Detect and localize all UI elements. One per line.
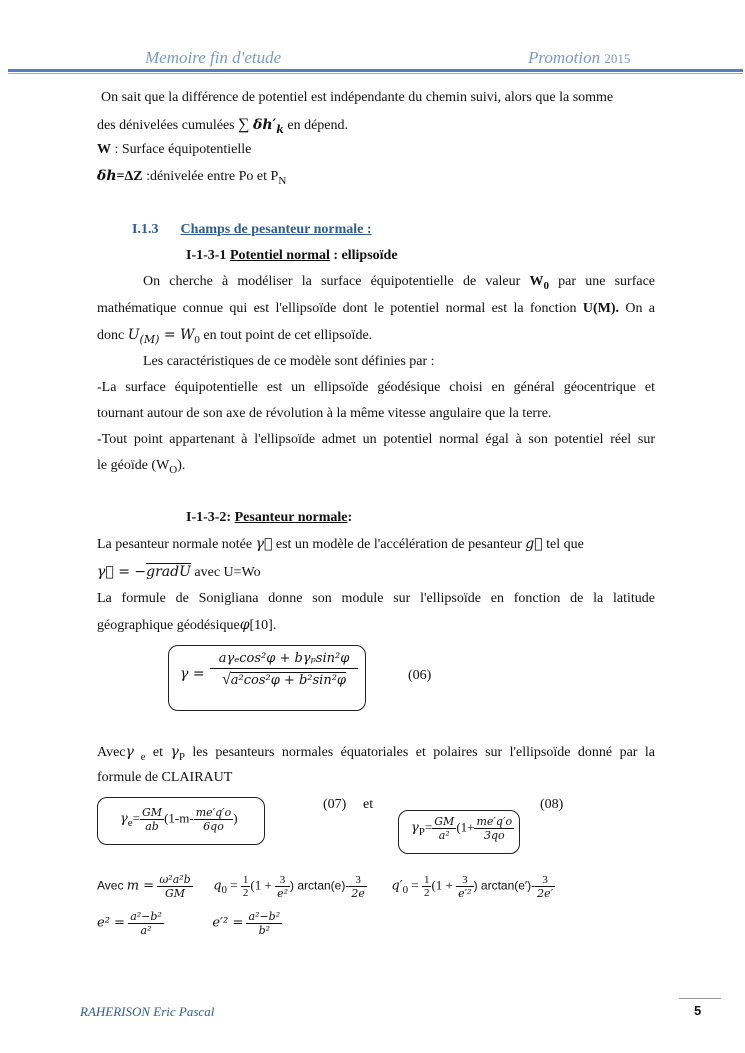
defs-line2: [97, 910, 282, 937]
p2-line2: [97, 301, 655, 317]
p1-line2: [97, 116, 348, 136]
eq07-sub: e: [127, 817, 133, 830]
eq07-content: [120, 806, 238, 833]
u-sub: (M): [139, 332, 160, 346]
p2-l3b: en tout point de cet ellipsoïde.: [199, 328, 373, 343]
eq07-f2-den: 6qo: [203, 820, 224, 833]
section-heading: [132, 222, 372, 238]
q0-t-num: 3: [349, 874, 367, 887]
p1-line3: [97, 142, 251, 158]
p4-line1: [97, 536, 584, 553]
p3-line5: [97, 458, 185, 476]
sub2-rest: :: [347, 510, 353, 525]
q0-tail: ) arctan(e)-: [289, 878, 350, 893]
header-title: Memoire fin d'etude: [145, 48, 282, 67]
eq08-sub: P: [418, 826, 425, 839]
q0p-paren: (1 +: [431, 877, 453, 893]
q0-half: [241, 874, 251, 899]
dh-prime-sub: k: [276, 122, 284, 136]
sub1-title: Potentiel normal: [229, 248, 330, 263]
u-eq-sub: 0: [194, 333, 200, 346]
q0-t-den: 2e: [351, 886, 365, 900]
gamma-eq: γ⃗ = −: [97, 564, 147, 580]
m-lhs: m =: [126, 878, 155, 894]
p1-line2-a: des dénivelées cumulées: [97, 118, 239, 133]
p1-line2-b: en dépend.: [283, 118, 349, 133]
q0p-frac: [456, 874, 473, 900]
phi: φ: [239, 617, 250, 633]
eq07-frac2: [194, 806, 234, 833]
dh-symbol: δh: [97, 168, 117, 184]
q0p-half-num: 1: [423, 874, 430, 886]
sub2-number: I-1-3-2:: [186, 510, 235, 525]
eq-et: et: [363, 797, 374, 812]
eq06-label: (06): [408, 668, 432, 683]
sum-symbol: ∑: [238, 116, 250, 133]
q0p-eq: =: [408, 877, 419, 893]
p2-l1b: par une surface: [548, 274, 655, 289]
q0-eq: =: [227, 877, 238, 893]
section-title: Champs de pesanteur normale :: [180, 222, 372, 237]
p3-l5b: ).: [177, 458, 186, 473]
p4-l1b: est un modèle de l'accélération de pesanteur: [272, 537, 526, 552]
e2-den: a²: [140, 924, 152, 937]
eq08-eq: =: [424, 819, 433, 835]
gamma-e-sub: e: [133, 750, 146, 763]
sub1-rest: : ellipsoïde: [329, 248, 398, 263]
defs-line1: [97, 873, 555, 900]
g-vector: g⃗: [525, 536, 543, 552]
q0-half-den: 2: [242, 887, 249, 899]
q0-f-num: 3: [275, 874, 290, 887]
q0p-t-num: 3: [535, 874, 555, 887]
p5-line2: formule de CLAIRAUT: [97, 770, 233, 785]
q0p-tail: ) arctan(e′)-: [473, 878, 536, 893]
eq06-fraction: [210, 651, 358, 689]
header-rule: [8, 69, 743, 72]
w-text: : Surface équipotentielle: [111, 142, 252, 157]
header-year: 2015: [604, 51, 631, 66]
sub2-title: Pesanteur normale: [234, 510, 348, 525]
u-eq: = W: [159, 327, 195, 343]
p2-l1a: On cherche à modéliser la surface équipotentielle de valeur: [143, 274, 530, 289]
ep2-frac: [246, 910, 282, 937]
q0-f-den: e²: [277, 886, 288, 900]
m-frac: [157, 873, 192, 900]
dh-prime: δh′: [253, 117, 277, 133]
p2-line3: [97, 327, 372, 346]
m-num: ω²a²b: [159, 873, 191, 886]
defs-avec: Avec: [97, 878, 124, 893]
eq06-lhs: γ =: [180, 666, 205, 682]
eq08-mid: (1+: [456, 819, 475, 835]
e2-lhs: e² =: [97, 915, 125, 931]
w0: W: [529, 274, 544, 289]
q0-lhs: q: [213, 878, 222, 894]
q0-frac: [275, 874, 290, 900]
p2-l3a: donc: [97, 328, 128, 343]
p3-line4: -Tout point appartenant à l'ellipsoïde admet un potentiel normal égal à son potentiel réel sur: [97, 432, 655, 447]
eq07-f2-num: me′q′o: [195, 806, 232, 819]
m-den: GM: [164, 887, 186, 900]
p4-l4a: géographique géodésique: [97, 618, 240, 633]
q0-sub: 0: [221, 884, 228, 897]
eq07-label: (07): [323, 797, 347, 812]
header-promotion-label: Promotion: [528, 48, 601, 67]
gamma-e: γ: [125, 744, 134, 760]
p3-l5a: le géoïde (W: [97, 458, 170, 473]
w-label: W: [97, 142, 111, 157]
p4-l4b: [10].: [249, 618, 277, 633]
eq06-denominator: a²cos²φ + b²sin²φ: [230, 673, 347, 688]
q0p-lhs: q′: [391, 878, 403, 894]
p2-line1: [143, 274, 655, 292]
eq07-close: ): [233, 810, 238, 826]
q0p-t-den: 2e′: [537, 886, 554, 900]
ep2-num: a²−b²: [248, 910, 281, 923]
p5-l1b: et: [145, 745, 171, 760]
p1-line1: On sait que la différence de potentiel est indépendante du chemin suivi, alors que la somme: [101, 90, 614, 105]
page-number: 5: [694, 1003, 702, 1018]
eq08-gamma: γ: [411, 820, 419, 836]
w0-sub: 0: [543, 279, 549, 292]
eq07-f1-num: GM: [142, 806, 163, 819]
header-promotion: [528, 48, 630, 68]
p4-line4: [97, 617, 276, 634]
eq08-label: (08): [540, 797, 564, 812]
q0-paren: (1 +: [250, 877, 272, 893]
eq08-f2-den: 3qo: [483, 829, 505, 842]
p4-l1a: La pesanteur normale notée: [97, 537, 256, 552]
q0p-f-num: 3: [456, 874, 473, 887]
p3-l5-sub: O: [169, 463, 178, 476]
eq07-frac1: [140, 806, 164, 833]
eq07-mid: (1-m-: [164, 810, 194, 826]
p3-line1: Les caractéristiques de ce modèle sont définies par :: [143, 354, 435, 369]
p4-line3: La formule de Sonigliana donne son module sur l'ellipsoïde en fonction de la latitude: [97, 591, 655, 606]
p4-l1c: tel que: [542, 537, 584, 552]
grad-u: gradU: [146, 564, 191, 580]
gamma-vector: γ⃗: [255, 536, 273, 552]
eq07-eq: =: [132, 810, 141, 826]
eq07-gamma: γ: [120, 811, 128, 827]
q0p-half-den: 2: [423, 887, 430, 899]
eq08-f1-num: GM: [434, 815, 455, 828]
sub1-number: I-1-3-1: [186, 248, 230, 263]
e2-frac: [128, 910, 164, 937]
q0-half-num: 1: [242, 874, 249, 886]
p5-l1c: les pesanteurs normales équatoriales et polaires sur l'ellipsoïde donné par la: [184, 745, 655, 760]
q0p-sub: 0: [402, 884, 409, 897]
p2-l2b: On a: [619, 301, 656, 316]
eq07-f1-den: ab: [145, 820, 159, 833]
dh-eq: =ΔZ: [116, 169, 143, 184]
gamma-p: γ: [170, 744, 179, 760]
u-math: U: [127, 327, 140, 343]
p5-line1: [97, 744, 655, 763]
dh-text: :dénivelée entre Po et P: [142, 169, 279, 184]
eq08-content: [411, 815, 514, 842]
p4-line2: [97, 564, 261, 581]
ep2-den: b²: [258, 924, 271, 937]
p5-l1a: Avec: [97, 745, 126, 760]
header-rule-thin: [8, 73, 743, 74]
p1-line4: [97, 168, 286, 187]
q0p-tail-frac: [535, 874, 555, 900]
section-number: I.1.3: [132, 222, 159, 237]
p3-line3: tournant autour de son axe de révolution à la même vitesse angulaire que la terre.: [97, 406, 552, 421]
p4-l2-rest: avec U=Wo: [190, 565, 261, 580]
eq08-frac1: [432, 815, 456, 842]
eq06-denominator-wrap: √a²cos²φ + b²sin²φ: [221, 671, 347, 688]
um: U(M).: [582, 301, 620, 316]
eq08-f2-num: me′q′o: [476, 815, 513, 828]
dh-text-sub: N: [278, 174, 287, 187]
p3-line2: -La surface équipotentielle est un ellipsoïde géodésique choisi en général géocentrique et: [97, 380, 655, 395]
q0p-f-den: e′²: [458, 886, 472, 900]
eq06-numerator: aγₑcos²φ + bγₚsin²φ: [210, 651, 358, 669]
ep2-lhs: e′² =: [212, 915, 244, 931]
p2-l2a: mathématique connue qui est l'ellipsoïde dont le potentiel normal est la fonction: [97, 301, 583, 316]
e2-num: a²−b²: [130, 910, 162, 923]
subsection-2: [186, 510, 352, 526]
footer-rule: [679, 998, 721, 999]
gamma-p-sub: P: [178, 750, 185, 763]
eq08-f1-den: a²: [438, 829, 450, 842]
footer-author: RAHERISON Eric Pascal: [80, 1004, 215, 1019]
q0-tail-frac: [349, 874, 367, 900]
eq08-frac2: [474, 815, 514, 842]
subsection-1: [186, 248, 398, 264]
